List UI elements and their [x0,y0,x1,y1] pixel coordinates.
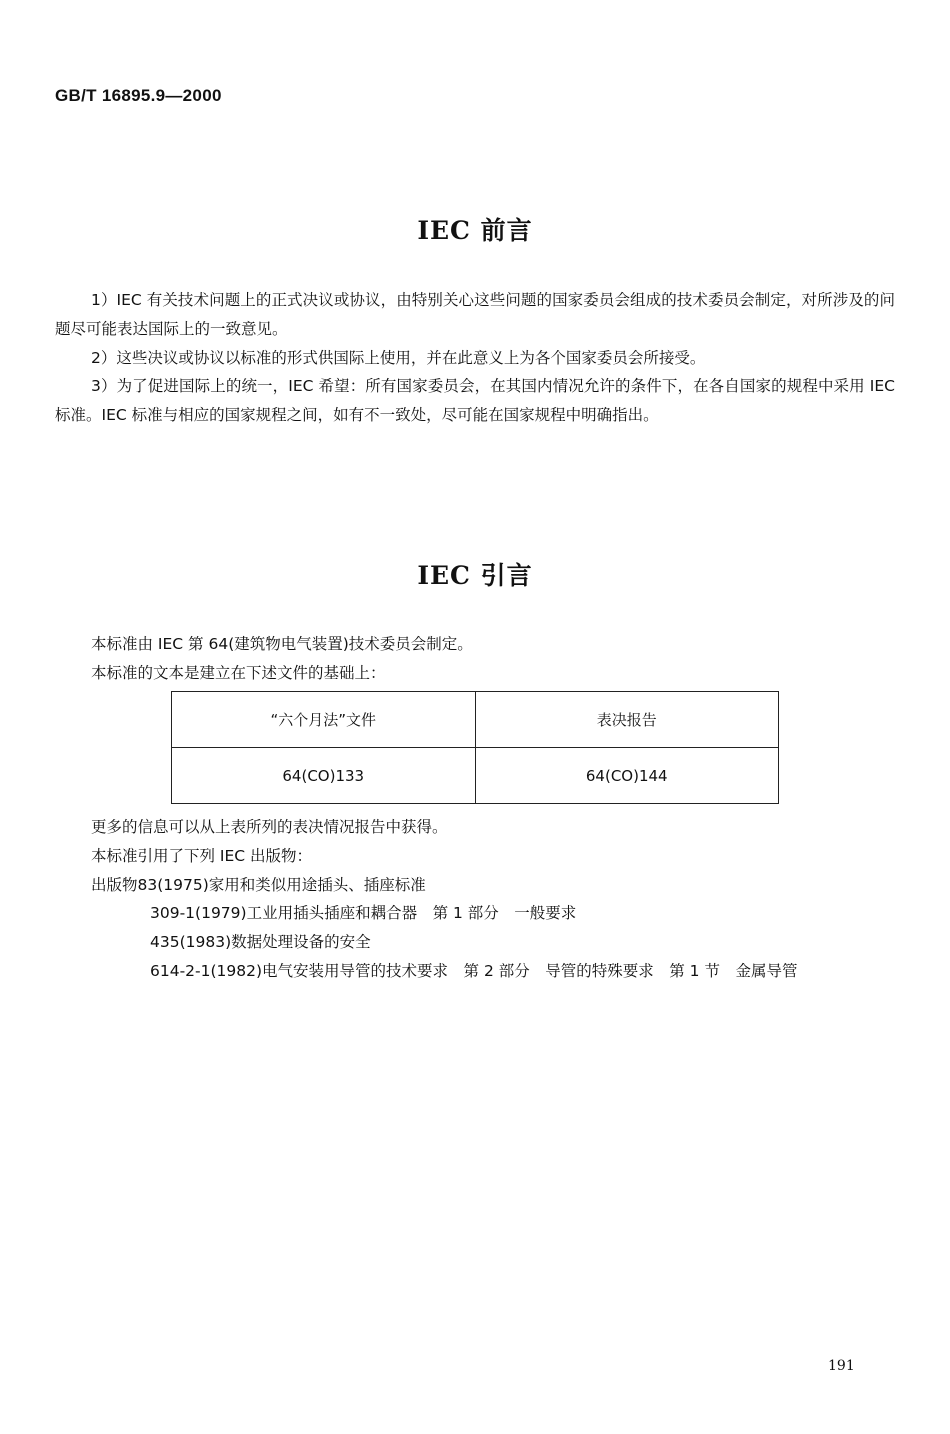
foreword-item-3: 3）为了促进国际上的统一，IEC 希望：所有国家委员会，在其国内情况允许的条件下，在各自国家的规程中采用 IEC 标准。IEC 标准与相应的国家规程之间，如有不一致处，尽可能在国家规程中明确指出。 [55,377,895,424]
foreword-item-2: 2）这些决议或协议以标准的形式供国际上使用，并在此意义上为各个国家委员会所接受。 [91,349,706,367]
page-number: 191 [828,1358,855,1374]
introduction-title: IEC 引言 [417,561,533,590]
intro-committee-line: 本标准由 IEC 第 64(建筑物电气装置)技术委员会制定。 [91,635,473,653]
intro-more-info-line: 更多的信息可以从上表所列的表决情况报告中获得。 [91,818,448,836]
document-table [171,691,779,804]
publication-83: 出版物83(1975)家用和类似用途插头、插座标准 [91,876,426,894]
foreword-item-1: 1）IEC 有关技术问题上的正式决议或协议，由特别关心这些问题的国家委员会组成的技术委员会制定，对所涉及的问题尽可能表达国际上的一致意见。 [55,291,895,338]
table-cell-six-month: 64(CO)133 [172,748,476,804]
table-row [172,748,779,804]
reference-435: 435(1983)数据处理设备的安全 [150,933,371,951]
reference-309-1: 309-1(1979)工业用插头插座和耦合器 第 1 部分 一般要求 [150,904,577,922]
table-header-six-month: “六个月法”文件 [172,692,476,748]
standard-code: GB/T 16895.9—2000 [55,86,222,105]
table-header-row [172,692,779,748]
foreword-title: IEC 前言 [417,216,533,245]
reference-614-2-1: 614-2-1(1982)电气安装用导管的技术要求 第 2 部分 导管的特殊要求 第 1 节 金属导管 [150,962,798,980]
table-cell-voting-report: 64(CO)144 [475,748,779,804]
table-header-voting-report: 表决报告 [475,692,779,748]
intro-references-line: 本标准引用了下列 IEC 出版物： [91,847,313,865]
intro-basis-line: 本标准的文本是建立在下述文件的基础上： [91,664,386,682]
